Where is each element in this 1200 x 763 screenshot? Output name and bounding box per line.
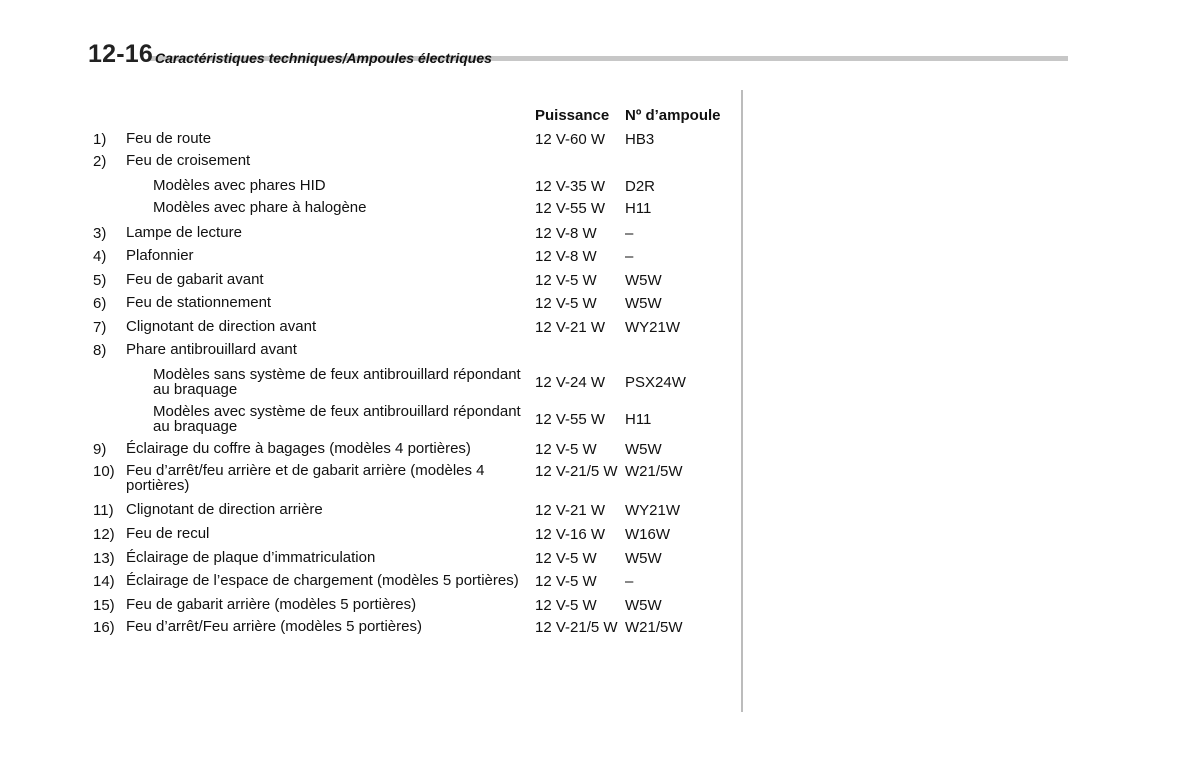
row-power: 12 V-35 W [535, 178, 606, 195]
row-number: 7) [93, 319, 107, 336]
row-number: 5) [93, 272, 107, 289]
row-bulb: H11 [625, 411, 652, 428]
row-power: 12 V-55 W [535, 411, 606, 428]
row-label: Clignotant de direction arrière [126, 501, 323, 518]
row-power: 12 V-60 W [535, 131, 606, 148]
row-label: Plafonnier [126, 247, 194, 264]
row-power: 12 V-5 W [535, 573, 597, 590]
row-number: 6) [93, 295, 107, 312]
row-label: Modèles avec phare à halogène [153, 199, 367, 216]
row-bulb: H11 [625, 200, 652, 217]
row-power: 12 V-8 W [535, 225, 597, 242]
row-bulb: W16W [625, 526, 670, 543]
row-power: 12 V-5 W [535, 550, 597, 567]
row-power: 12 V-8 W [535, 248, 597, 265]
row-power: 12 V-21/5 W [535, 619, 618, 636]
row-number: 8) [93, 342, 107, 359]
row-bulb: – [625, 225, 634, 242]
row-power: 12 V-5 W [535, 272, 597, 289]
row-label: Phare antibrouillard avant [126, 341, 297, 358]
row-bulb: – [625, 573, 634, 590]
row-number: 11) [93, 502, 114, 519]
row-number: 13) [93, 550, 115, 567]
row-power: 12 V-5 W [535, 441, 597, 458]
row-label: Éclairage de plaque d’immatriculation [126, 549, 376, 566]
row-number: 4) [93, 248, 107, 265]
row-label: Feu d’arrêt/Feu arrière (modèles 5 portières) [126, 618, 422, 635]
column-header-bulb: Nº d’ampoule [625, 107, 721, 124]
row-power: 12 V-5 W [535, 295, 597, 312]
row-bulb: W5W [625, 295, 662, 312]
row-label: Feu d’arrêt/feu arrière et de gabarit arrière (modèles 4 portières) [126, 462, 485, 494]
row-power: 12 V-21 W [535, 319, 606, 336]
row-label: Lampe de lecture [126, 224, 242, 241]
row-power: 12 V-16 W [535, 526, 606, 543]
row-number: 10) [93, 463, 115, 480]
row-number: 16) [93, 619, 115, 636]
row-label: Éclairage de l’espace de chargement (modèles 5 portières) [126, 572, 519, 589]
section-title: Caractéristiques techniques/Ampoules électriques [155, 50, 492, 66]
row-bulb: D2R [625, 178, 656, 195]
vertical-divider [741, 90, 743, 712]
row-power: 12 V-5 W [535, 597, 597, 614]
row-bulb: HB3 [625, 131, 655, 148]
row-bulb: W21/5W [625, 463, 683, 480]
row-bulb: W21/5W [625, 619, 683, 636]
row-number: 2) [93, 153, 107, 170]
row-bulb: W5W [625, 272, 662, 289]
page-header [88, 38, 1068, 72]
row-power: 12 V-24 W [535, 374, 606, 391]
row-label: Clignotant de direction avant [126, 318, 317, 335]
row-bulb: W5W [625, 441, 662, 458]
row-power: 12 V-21 W [535, 502, 606, 519]
row-number: 9) [93, 441, 107, 458]
row-bulb: WY21W [625, 319, 681, 336]
row-number: 1) [93, 131, 107, 148]
row-power: 12 V-21/5 W [535, 463, 618, 480]
row-number: 15) [93, 597, 115, 614]
row-label: Feu de gabarit avant [126, 271, 264, 288]
row-bulb: PSX24W [625, 374, 686, 391]
row-label: Feu de route [126, 130, 212, 147]
row-number: 14) [93, 573, 115, 590]
row-bulb: W5W [625, 550, 662, 567]
row-number: 12) [93, 526, 115, 543]
row-bulb: – [625, 248, 634, 265]
row-label: Feu de stationnement [126, 294, 272, 311]
column-header-power: Puissance [535, 107, 610, 124]
row-label: Modèles sans système de feux antibrouillard répondant au braquage [153, 366, 521, 398]
row-label: Modèles avec système de feux antibrouillard répondant au braquage [153, 403, 521, 435]
row-number: 3) [93, 225, 107, 242]
row-power: 12 V-55 W [535, 200, 606, 217]
row-label: Éclairage du coffre à bagages (modèles 4 portières) [126, 440, 471, 457]
row-label: Feu de recul [126, 525, 210, 542]
row-label: Feu de gabarit arrière (modèles 5 portières) [126, 596, 417, 613]
row-label: Modèles avec phares HID [153, 177, 326, 194]
page-number: 12-16 [88, 40, 153, 68]
row-bulb: W5W [625, 597, 662, 614]
row-bulb: WY21W [625, 502, 681, 519]
row-label: Feu de croisement [126, 152, 251, 169]
